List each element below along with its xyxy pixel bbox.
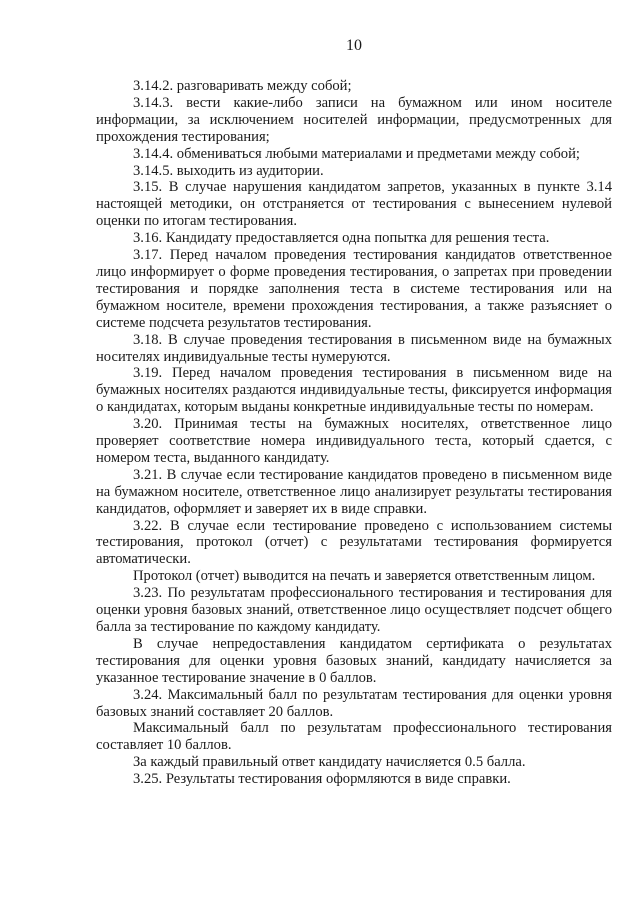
- paragraph-3-16: 3.16. Кандидату предоставляется одна попытка для решения теста.: [133, 230, 550, 247]
- paragraph-protocol: Протокол (отчет) выводится на печать и заверяется ответственным лицом.: [133, 568, 596, 585]
- paragraph-3-21: 3.21. В случае если тестирование кандидатов проведено в письменном виде на бумажном носителе, ответственное лицо анализирует результаты тестирования кандидатов, оформляет и заверяет их в виде справки.: [96, 466, 612, 517]
- paragraph-no-certificate: В случае непредоставления кандидатом сертификата о результатах тестирования для оценки уровня базовых знаний, кандидату начисляется за указанное тестирование значение в 0 баллов.: [96, 635, 612, 686]
- paragraph-3-15: 3.15. В случае нарушения кандидатом запретов, указанных в пункте 3.14 настоящей методики, он отстраняется от тестирования с вынесением нулевой оценки по итогам тестирования.: [96, 179, 612, 230]
- paragraph-3-22: 3.22. В случае если тестирование проведено с использованием системы тестирования, протокол (отчет) с результатами тестирования формируется автоматически.: [96, 517, 612, 568]
- paragraph-3-23: 3.23. По результатам профессионального тестирования и тестирования для оценки уровня базовых знаний, ответственное лицо осуществляет подсчет общего балла за тестирование по каждому кандидату.: [96, 585, 612, 635]
- paragraph-3-25: 3.25. Результаты тестирования оформляются в виде справки.: [133, 771, 511, 788]
- paragraph-3-24: 3.24. Максимальный балл по результатам тестирования для оценки уровня базовых знаний составляет 20 баллов.: [96, 686, 612, 720]
- paragraph-3-14-2: 3.14.2. разговаривать между собой;: [133, 78, 352, 94]
- paragraph-3-14-4: 3.14.4. обмениваться любыми материалами и предметами между собой;: [133, 145, 580, 162]
- page-number: 10: [346, 37, 362, 54]
- paragraph-3-20: 3.20. Принимая тесты на бумажных носителях, ответственное лицо проверяет соответствие номера индивидуального теста, который сдается, с номером теста, выданного кандидату.: [96, 416, 612, 466]
- paragraph-3-19: 3.19. Перед началом проведения тестирования в письменном виде на бумажных носителях раздаются индивидуальные тесты, фиксируется информация о кандидатах, которым выданы конкретные индивидуальные тесты по номерам.: [96, 365, 612, 416]
- paragraph-3-14-5: 3.14.5. выходить из аудитории.: [133, 162, 324, 179]
- paragraph-3-14-3: 3.14.3. вести какие-либо записи на бумажном или ином носителе информации, за исключением носителей информации, предусмотренных для прохождения тестирования;: [96, 94, 612, 145]
- document-page: [96, 36, 612, 788]
- paragraph-3-18: 3.18. В случае проведения тестирования в письменном виде на бумажных носителях индивидуальные тесты нумеруются.: [96, 331, 612, 365]
- paragraph-max-professional: Максимальный балл по результатам профессионального тестирования составляет 10 баллов.: [96, 720, 612, 754]
- paragraph-per-answer: За каждый правильный ответ кандидату начисляется 0.5 балла.: [133, 754, 526, 771]
- paragraph-3-17: 3.17. Перед началом проведения тестирования кандидатов ответственное лицо информирует о форме проведения тестирования, о запретах при проведении тестирования и порядке заполнения теста в системе тестирования или на бумажном носителе, времени прохождения тестирования, а также разъясняет о системе подсчета результатов тестирования.: [96, 247, 612, 331]
